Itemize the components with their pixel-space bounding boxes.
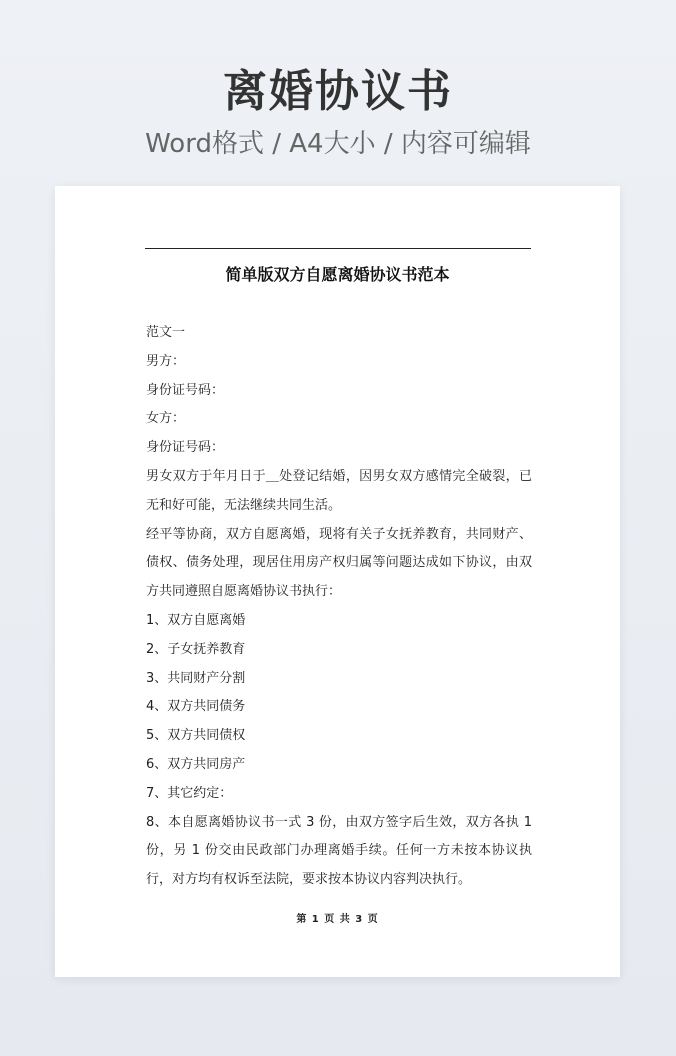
paragraph-agreement-intro: 经平等协商，双方自愿离婚，现将有关子女抚养教育，共同财产、债权、债务处理，现居住用房产权归属等问题达成如下协议，由双方共同遵照自愿离婚协议书执行： xyxy=(146,526,532,600)
document-title: 简单版双方自愿离婚协议书范本 xyxy=(225,265,450,284)
page-subtitle: Word格式 / A4大小 / 内容可编辑 xyxy=(145,129,531,159)
paragraph-male-party: 男方： xyxy=(146,353,186,369)
paragraph-female-id: 身份证号码： xyxy=(146,440,225,456)
paragraph-marriage-statement: 男女双方于年月日于＿处登记结婚，因男女双方感情完全破裂，已无和好可能，无法继续共同生活。 xyxy=(146,468,532,513)
document-page xyxy=(55,186,620,977)
list-item: 1、双方自愿离婚 xyxy=(146,612,246,628)
document-body xyxy=(146,319,532,895)
list-item: 6、双方共同房产 xyxy=(146,756,246,772)
paragraph-heading: 范文一 xyxy=(146,325,186,340)
paragraph-male-id: 身份证号码： xyxy=(146,382,225,398)
list-item: 8、本自愿离婚协议书一式 3 份，由双方签字后生效，双方各执 1 份，另 1 份交由民政部门办理离婚手续。任何一方未按本协议执行，对方均有权诉至法院，要求按本协议内容判决执行。 xyxy=(146,814,532,888)
paragraph-female-party: 女方： xyxy=(146,411,186,427)
page-number: 第 1 页 共 3 页 xyxy=(296,914,379,925)
header-rule xyxy=(145,248,531,249)
page-title: 离婚协议书 xyxy=(223,66,453,117)
list-item: 4、双方共同债务 xyxy=(146,699,246,715)
list-item: 2、子女抚养教育 xyxy=(146,641,246,657)
list-item: 5、双方共同债权 xyxy=(146,728,246,744)
list-item: 3、共同财产分割 xyxy=(146,670,246,686)
page-header xyxy=(0,62,676,164)
list-item: 7、其它约定： xyxy=(146,785,233,801)
